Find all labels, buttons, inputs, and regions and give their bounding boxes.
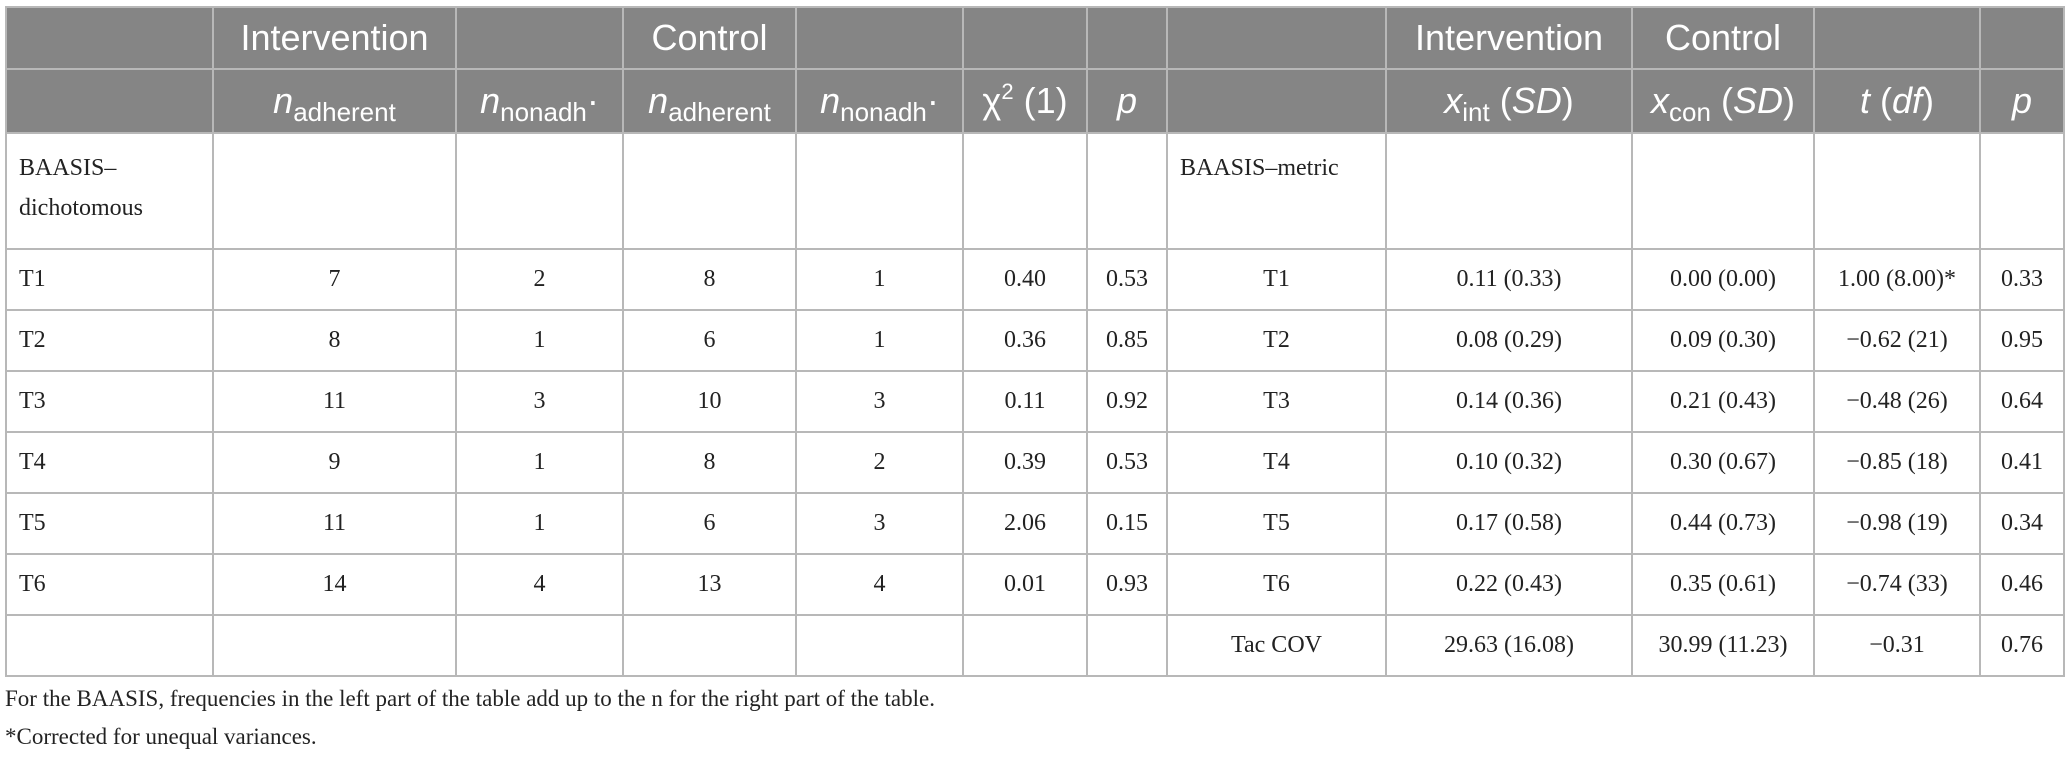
cell-t-df: −0.74 (33)	[1814, 554, 1980, 615]
cell-x-int: 0.11 (0.33)	[1386, 249, 1632, 310]
cell-int-adherent: 14	[213, 554, 456, 615]
cell-int-adherent: 7	[213, 249, 456, 310]
cell-int-nonadherent: 2	[456, 249, 623, 310]
cell-x-con: 0.21 (0.43)	[1632, 371, 1814, 432]
row-label-left: T4	[6, 432, 213, 493]
row-label-left: T2	[6, 310, 213, 371]
header-group-intervention-left: Intervention	[213, 7, 456, 69]
cell-int-nonadherent: 1	[456, 432, 623, 493]
header-group-intervention-right: Intervention	[1386, 7, 1632, 69]
cell-p-left: 0.92	[1087, 371, 1167, 432]
cell-t-df: −0.62 (21)	[1814, 310, 1980, 371]
table-row-section	[6, 133, 2064, 249]
header-blank	[6, 69, 213, 133]
table-cell	[456, 133, 623, 249]
header-blank-right	[1167, 69, 1386, 133]
cell-con-nonadherent: 3	[796, 371, 963, 432]
table-cell	[963, 133, 1087, 249]
header-group-empty	[456, 7, 623, 69]
cell-int-adherent	[213, 615, 456, 676]
cell-int-nonadherent: 1	[456, 310, 623, 371]
row-label-right: Tac COV	[1167, 615, 1386, 676]
cell-p-left: 0.15	[1087, 493, 1167, 554]
cell-p-right: 0.76	[1980, 615, 2064, 676]
row-label-left: T6	[6, 554, 213, 615]
cell-con-nonadherent: 1	[796, 310, 963, 371]
cell-con-nonadherent: 3	[796, 493, 963, 554]
header-group-empty	[6, 7, 213, 69]
cell-chi-square	[963, 615, 1087, 676]
table-cell	[1632, 133, 1814, 249]
table-cell	[1814, 133, 1980, 249]
cell-p-left: 0.53	[1087, 432, 1167, 493]
cell-t-df: −0.85 (18)	[1814, 432, 1980, 493]
header-group-control-right: Control	[1632, 7, 1814, 69]
header-p-left: p	[1087, 69, 1167, 133]
cell-x-con: 0.09 (0.30)	[1632, 310, 1814, 371]
row-label-right: T1	[1167, 249, 1386, 310]
table-row	[6, 615, 2064, 676]
header-group-empty	[1980, 7, 2064, 69]
header-con-n-nonadherent: $n_{nonadh}\cdot$	[796, 69, 963, 133]
header-group-empty	[1167, 7, 1386, 69]
header-group-empty	[796, 7, 963, 69]
header-int-n-nonadherent: $n_{nonadh}\cdot$	[456, 69, 623, 133]
header-row-groups	[6, 7, 2064, 69]
row-label-left: T3	[6, 371, 213, 432]
cell-int-nonadherent: 1	[456, 493, 623, 554]
row-label-right: T4	[1167, 432, 1386, 493]
cell-p-left: 0.53	[1087, 249, 1167, 310]
results-table	[5, 6, 2065, 677]
cell-p-right: 0.41	[1980, 432, 2064, 493]
table-row	[6, 554, 2064, 615]
header-x-con-sd: $x_{con}$ (SD)	[1632, 69, 1814, 133]
row-label-left: T5	[6, 493, 213, 554]
cell-chi-square: 0.36	[963, 310, 1087, 371]
cell-p-right: 0.33	[1980, 249, 2064, 310]
row-label-right: T2	[1167, 310, 1386, 371]
cell-con-adherent: 13	[623, 554, 796, 615]
cell-con-adherent: 8	[623, 432, 796, 493]
cell-chi-square: 2.06	[963, 493, 1087, 554]
cell-x-con: 0.00 (0.00)	[1632, 249, 1814, 310]
cell-con-nonadherent: 4	[796, 554, 963, 615]
header-row-columns	[6, 69, 2064, 133]
table-cell	[623, 133, 796, 249]
header-group-control-left: Control	[623, 7, 796, 69]
cell-x-int: 0.14 (0.36)	[1386, 371, 1632, 432]
section-label-metric: BAASIS–metric	[1167, 133, 1386, 249]
cell-con-nonadherent: 2	[796, 432, 963, 493]
cell-x-con: 0.30 (0.67)	[1632, 432, 1814, 493]
cell-x-con: 30.99 (11.23)	[1632, 615, 1814, 676]
cell-con-adherent: 10	[623, 371, 796, 432]
cell-con-adherent	[623, 615, 796, 676]
cell-p-right: 0.95	[1980, 310, 2064, 371]
header-x-int-sd: $x_{int}$ (SD)	[1386, 69, 1632, 133]
cell-t-df: −0.31	[1814, 615, 1980, 676]
header-p-right: p	[1980, 69, 2064, 133]
cell-con-adherent: 6	[623, 310, 796, 371]
header-group-empty	[963, 7, 1087, 69]
header-group-empty	[1814, 7, 1980, 69]
cell-p-left	[1087, 615, 1167, 676]
cell-int-nonadherent: 3	[456, 371, 623, 432]
cell-con-nonadherent: 1	[796, 249, 963, 310]
table-cell	[1980, 133, 2064, 249]
cell-int-adherent: 9	[213, 432, 456, 493]
table-row	[6, 493, 2064, 554]
cell-x-int: 0.10 (0.32)	[1386, 432, 1632, 493]
cell-p-left: 0.85	[1087, 310, 1167, 371]
cell-p-right: 0.46	[1980, 554, 2064, 615]
cell-int-nonadherent	[456, 615, 623, 676]
cell-con-adherent: 6	[623, 493, 796, 554]
cell-int-nonadherent: 4	[456, 554, 623, 615]
cell-chi-square: 0.11	[963, 371, 1087, 432]
header-int-n-adherent: $n_{adherent}$	[213, 69, 456, 133]
cell-x-int: 0.08 (0.29)	[1386, 310, 1632, 371]
cell-t-df: −0.48 (26)	[1814, 371, 1980, 432]
row-label-right: T6	[1167, 554, 1386, 615]
cell-p-right: 0.34	[1980, 493, 2064, 554]
header-t-df: t (df)	[1814, 69, 1980, 133]
cell-t-df: 1.00 (8.00)*	[1814, 249, 1980, 310]
table-cell	[1087, 133, 1167, 249]
table-cell	[1386, 133, 1632, 249]
table-header	[6, 7, 2064, 133]
cell-x-con: 0.35 (0.61)	[1632, 554, 1814, 615]
header-group-empty	[1087, 7, 1167, 69]
row-label-right: T5	[1167, 493, 1386, 554]
row-label-right: T3	[1167, 371, 1386, 432]
cell-x-int: 29.63 (16.08)	[1386, 615, 1632, 676]
cell-x-int: 0.22 (0.43)	[1386, 554, 1632, 615]
cell-x-int: 0.17 (0.58)	[1386, 493, 1632, 554]
row-label-left: T1	[6, 249, 213, 310]
table-cell	[213, 133, 456, 249]
cell-con-adherent: 8	[623, 249, 796, 310]
cell-x-con: 0.44 (0.73)	[1632, 493, 1814, 554]
table-body	[6, 133, 2064, 676]
table-cell	[796, 133, 963, 249]
cell-int-adherent: 8	[213, 310, 456, 371]
cell-chi-square: 0.39	[963, 432, 1087, 493]
footnote-corrected: *Corrected for unequal variances.	[5, 724, 317, 749]
table-container	[5, 6, 2063, 677]
section-label-dichotomous: BAASIS– dichotomous	[6, 133, 213, 249]
cell-int-adherent: 11	[213, 371, 456, 432]
table-row	[6, 371, 2064, 432]
cell-chi-square: 0.01	[963, 554, 1087, 615]
table-row	[6, 310, 2064, 371]
cell-con-nonadherent	[796, 615, 963, 676]
header-chi-square: $\chi^2$ (1)	[963, 69, 1087, 133]
row-label-left	[6, 615, 213, 676]
table-row	[6, 432, 2064, 493]
cell-t-df: −0.98 (19)	[1814, 493, 1980, 554]
cell-p-left: 0.93	[1087, 554, 1167, 615]
footnote-baasis: For the BAASIS, frequencies in the left part of the table add up to the n for the right part of the table.	[5, 686, 935, 711]
cell-p-right: 0.64	[1980, 371, 2064, 432]
header-con-n-adherent: $n_{adherent}$	[623, 69, 796, 133]
cell-chi-square: 0.40	[963, 249, 1087, 310]
table-row	[6, 249, 2064, 310]
cell-int-adherent: 11	[213, 493, 456, 554]
